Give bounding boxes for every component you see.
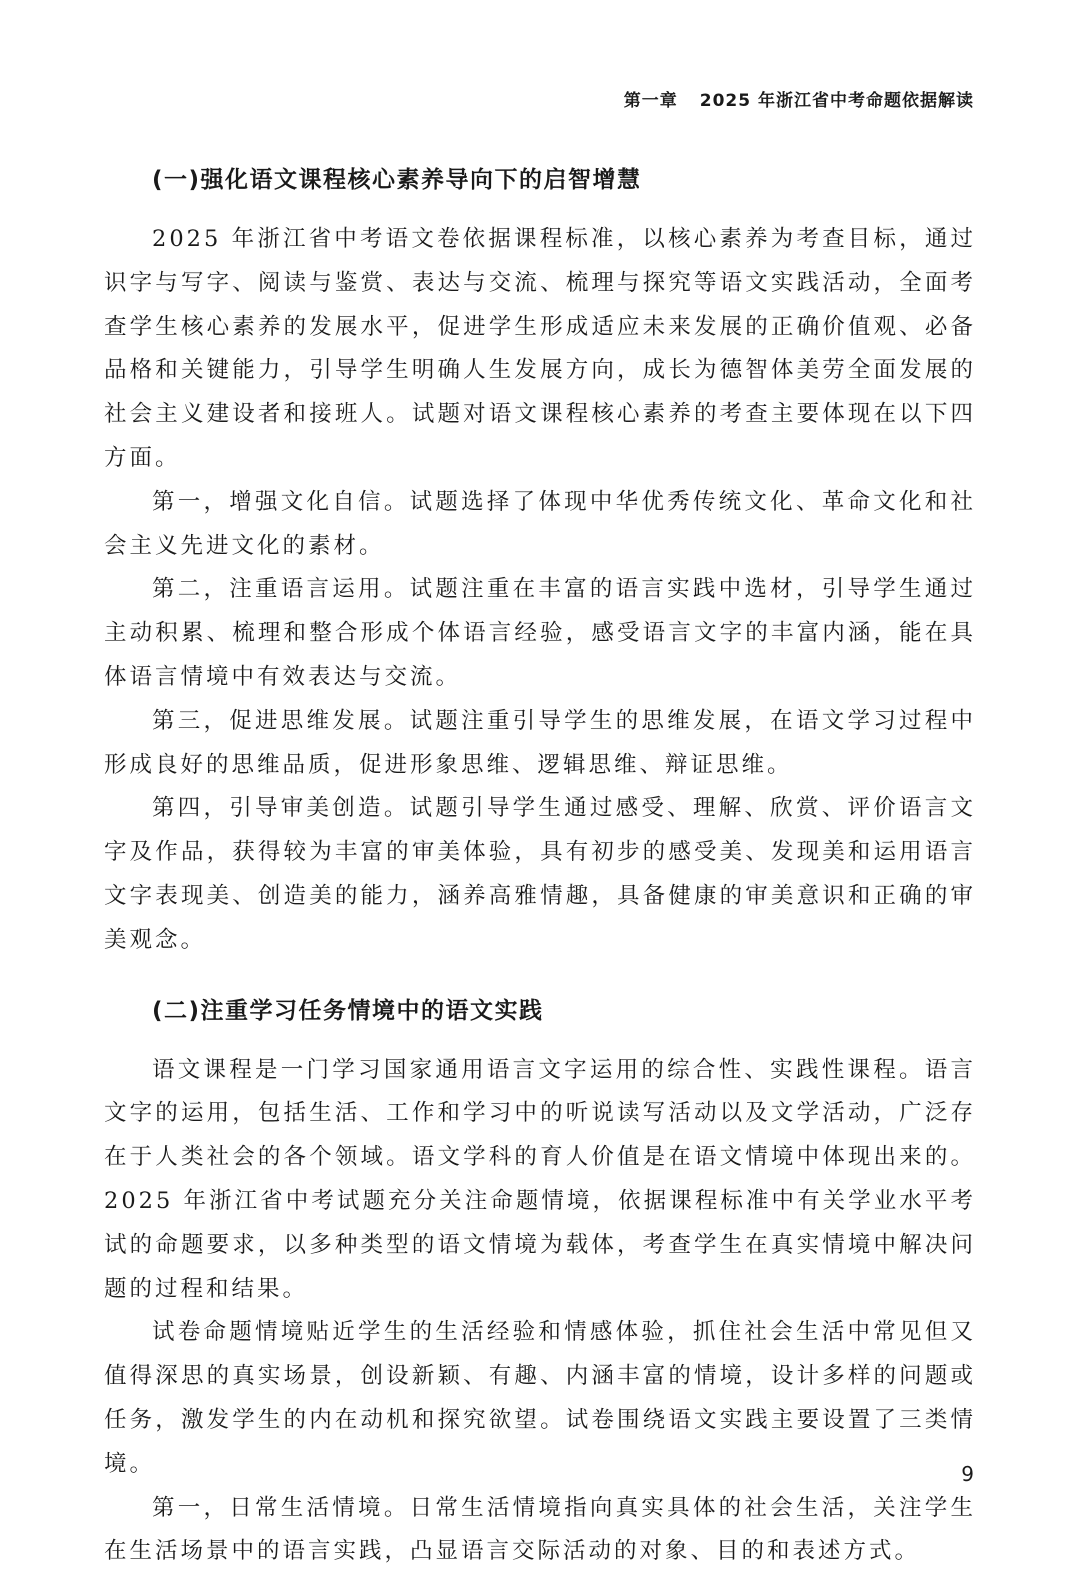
paragraph: 第一，日常生活情境。日常生活情境指向真实具体的社会生活，关注学生在生活场景中的语言实践，凸显语言交际活动的对象、目的和表述方式。 — [104, 1494, 976, 1565]
chapter-title: 2025 年浙江省中考命题依据解读 — [699, 91, 974, 111]
chapter-label: 第一章 — [623, 91, 678, 111]
section-heading-2: (二)注重学习任务情境中的语文实践 — [152, 997, 544, 1024]
paragraph: 试卷命题情境贴近学生的生活经验和情感体验，抓住社会生活中常见但又值得深思的真实场景，创设新颖、有趣、内涵丰富的情境，设计多样的问题或任务，激发学生的内在动机和探究欲望。试卷围绕语文实践主要设置了三类情境。 — [104, 1319, 976, 1477]
paragraph: 2025 年浙江省中考语文卷依据课程标准，以核心素养为考查目标，通过识字与写字、阅读与鉴赏、表达与交流、梳理与探究等语文实践活动，全面考查学生核心素养的发展水平，促进学生形成适应未来发展的正确价值观、必备品格和关键能力，引导学生明确人生发展方向，成长为德智体美劳全面发展的社会主义建设者和接班人。试题对语文课程核心素养的考查主要体现在以下四方面。 — [104, 226, 976, 471]
paragraph: 第一，增强文化自信。试题选择了体现中华优秀传统文化、革命文化和社会主义先进文化的素材。 — [104, 488, 976, 559]
paragraph: 第三，促进思维发展。试题注重引导学生的思维发展，在语文学习过程中形成良好的思维品质，促进形象思维、逻辑思维、辩证思维。 — [104, 707, 976, 778]
page-number: 9 — [961, 1462, 974, 1486]
running-head — [624, 86, 974, 111]
paragraph: 第四，引导审美创造。试题引导学生通过感受、理解、欣赏、评价语言文字及作品，获得较为丰富的审美体验，具有初步的感受美、发现美和运用语言文字表现美、创造美的能力，涵养高雅情趣，具备健康的审美意识和正确的审美观念。 — [104, 795, 976, 953]
paragraph: 第二，注重语言运用。试题注重在丰富的语言实践中选材，引导学生通过主动积累、梳理和整合形成个体语言经验，感受语言文字的丰富内涵，能在具体语言情境中有效表达与交流。 — [104, 576, 976, 690]
paragraph: 语文课程是一门学习国家通用语言文字运用的综合性、实践性课程。语言文字的运用，包括生活、工作和学习中的听说读写活动以及文学活动，广泛存在于人类社会的各个领域。语文学科的育人价值是在语文情境中体现出来的。2025 年浙江省中考试题充分关注命题情境，依据课程标准中有关学业水平考试的命题要求，以多种类型的语文情境为载体，考查学生在真实情境中解决问题的过程和结果。 — [104, 1056, 976, 1302]
page-content — [104, 162, 976, 1574]
section-heading-1: (一)强化语文课程核心素养导向下的启智增慧 — [152, 167, 642, 193]
